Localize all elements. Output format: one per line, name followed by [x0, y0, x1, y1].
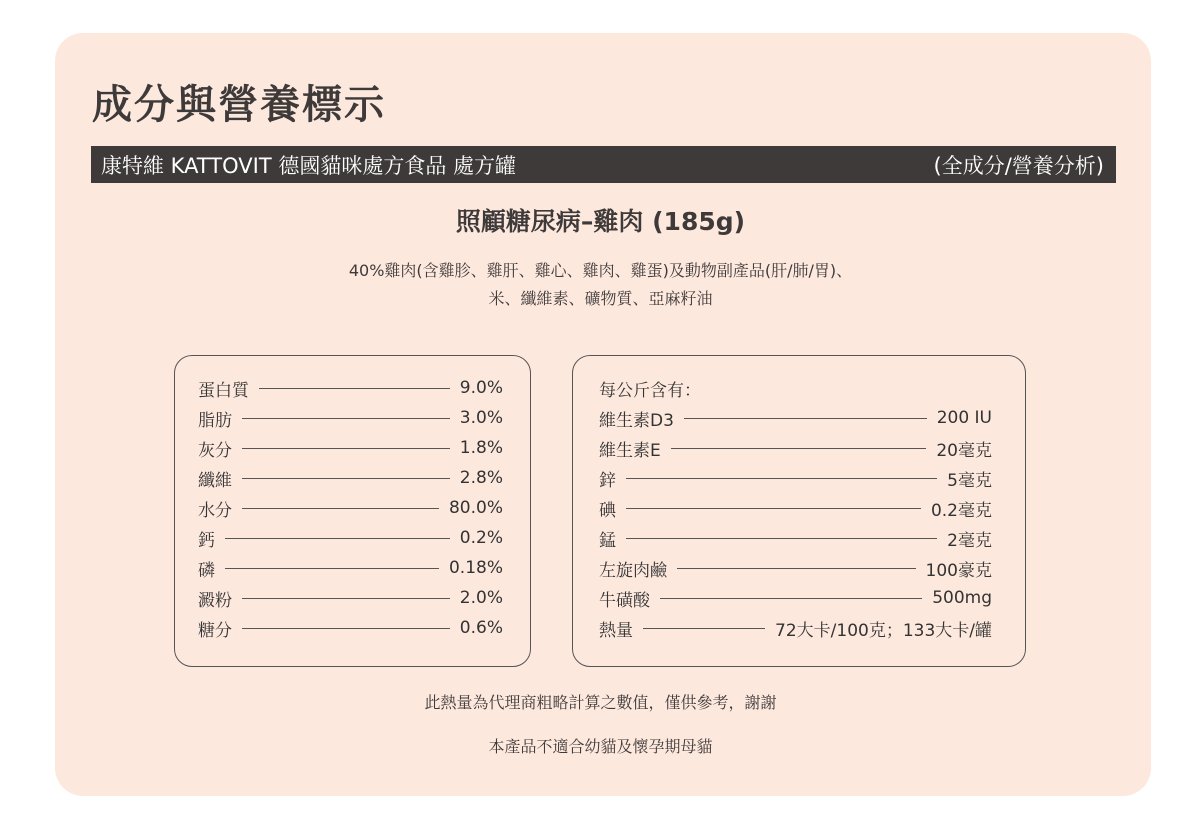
additive-label: 維生素D3 [599, 410, 674, 431]
product-bar [91, 146, 1116, 183]
leader-line [626, 508, 921, 509]
analysis-row [175, 463, 530, 493]
nutrient-value: 0.2% [459, 528, 503, 548]
analysis-row [175, 523, 530, 553]
leader-line [660, 598, 922, 599]
nutrient-label: 磷 [198, 560, 215, 581]
additive-label: 維生素E [599, 440, 661, 461]
analysis-row [175, 403, 530, 433]
additive-value: 5毫克 [947, 470, 992, 491]
additive-label: 錳 [599, 530, 616, 551]
additive-value: 0.2毫克 [930, 500, 992, 521]
analysis-row [175, 493, 530, 523]
leader-line [242, 598, 450, 599]
leader-line [242, 478, 450, 479]
additive-value: 100豪克 [925, 560, 992, 581]
per-kg-panel [572, 355, 1026, 667]
leader-line [242, 418, 450, 419]
leader-line [242, 448, 450, 449]
additive-label: 左旋肉鹼 [599, 560, 667, 581]
leader-line [242, 508, 439, 509]
analysis-row [175, 613, 530, 643]
per-kg-header: 每公斤含有： [599, 380, 701, 401]
nutrient-value: 0.18% [448, 558, 503, 578]
nutrient-label: 糖分 [198, 620, 232, 641]
analysis-row [175, 373, 530, 403]
additive-label: 鋅 [599, 470, 616, 491]
leader-line [684, 418, 927, 419]
nutrient-value: 3.0% [459, 408, 503, 428]
additive-value: 20毫克 [936, 440, 992, 461]
product-subtitle: 照顧糖尿病–雞肉 (185g) [455, 207, 746, 236]
additive-value: 200 IU [936, 408, 992, 428]
nutrient-label: 蛋白質 [198, 380, 249, 401]
nutrient-value: 1.8% [459, 438, 503, 458]
per-kg-row [573, 583, 1025, 613]
product-name: 康特維 KATTOVIT 德國貓咪處方食品 處方罐 [101, 153, 516, 178]
leader-line [225, 568, 439, 569]
calorie-note: 此熱量為代理商粗略計算之數值，僅供參考，謝謝 [424, 693, 777, 712]
additive-label: 熱量 [599, 620, 633, 641]
ingredients-list [0, 257, 1201, 313]
nutrient-value: 0.6% [459, 618, 503, 638]
additive-label: 碘 [599, 500, 616, 521]
leader-line [643, 628, 765, 629]
leader-line [626, 538, 937, 539]
analysis-panel [174, 355, 531, 667]
per-kg-row [573, 403, 1025, 433]
ingredients-line: 米、纖維素、礦物質、亞麻籽油 [488, 289, 713, 308]
leader-line [242, 628, 450, 629]
nutrient-value: 80.0% [448, 498, 503, 518]
page-title: 成分與營養標示 [92, 82, 386, 128]
nutrient-value: 2.8% [459, 468, 503, 488]
leader-line [259, 388, 450, 389]
analysis-row [175, 583, 530, 613]
nutrient-label: 水分 [198, 500, 232, 521]
additive-value: 2毫克 [947, 530, 992, 551]
product-bar-note: (全成分/營養分析) [933, 153, 1104, 178]
per-kg-row [573, 553, 1025, 583]
per-kg-row [573, 613, 1025, 643]
additive-value: 72大卡/100克；133大卡/罐 [775, 620, 992, 641]
nutrient-label: 灰分 [198, 440, 232, 461]
nutrient-value: 9.0% [459, 378, 503, 398]
leader-line [671, 448, 927, 449]
additive-label: 牛磺酸 [599, 590, 650, 611]
nutrient-value: 2.0% [459, 588, 503, 608]
nutrient-label: 纖維 [198, 470, 232, 491]
ingredients-line: 40%雞肉(含雞胗、雞肝、雞心、雞肉、雞蛋)及動物副產品(肝/肺/胃)、 [348, 261, 853, 280]
leader-line [626, 478, 937, 479]
per-kg-row [573, 433, 1025, 463]
warning-note: 本產品不適合幼貓及懷孕期母貓 [488, 737, 713, 756]
additive-value: 500mg [932, 588, 992, 608]
nutrient-label: 脂肪 [198, 410, 232, 431]
per-kg-row [573, 523, 1025, 553]
per-kg-header-row [573, 373, 1025, 403]
per-kg-row [573, 463, 1025, 493]
analysis-row [175, 553, 530, 583]
leader-line [225, 538, 450, 539]
per-kg-row [573, 493, 1025, 523]
nutrient-label: 澱粉 [198, 590, 232, 611]
leader-line [677, 568, 916, 569]
nutrient-label: 鈣 [198, 530, 215, 551]
analysis-row [175, 433, 530, 463]
